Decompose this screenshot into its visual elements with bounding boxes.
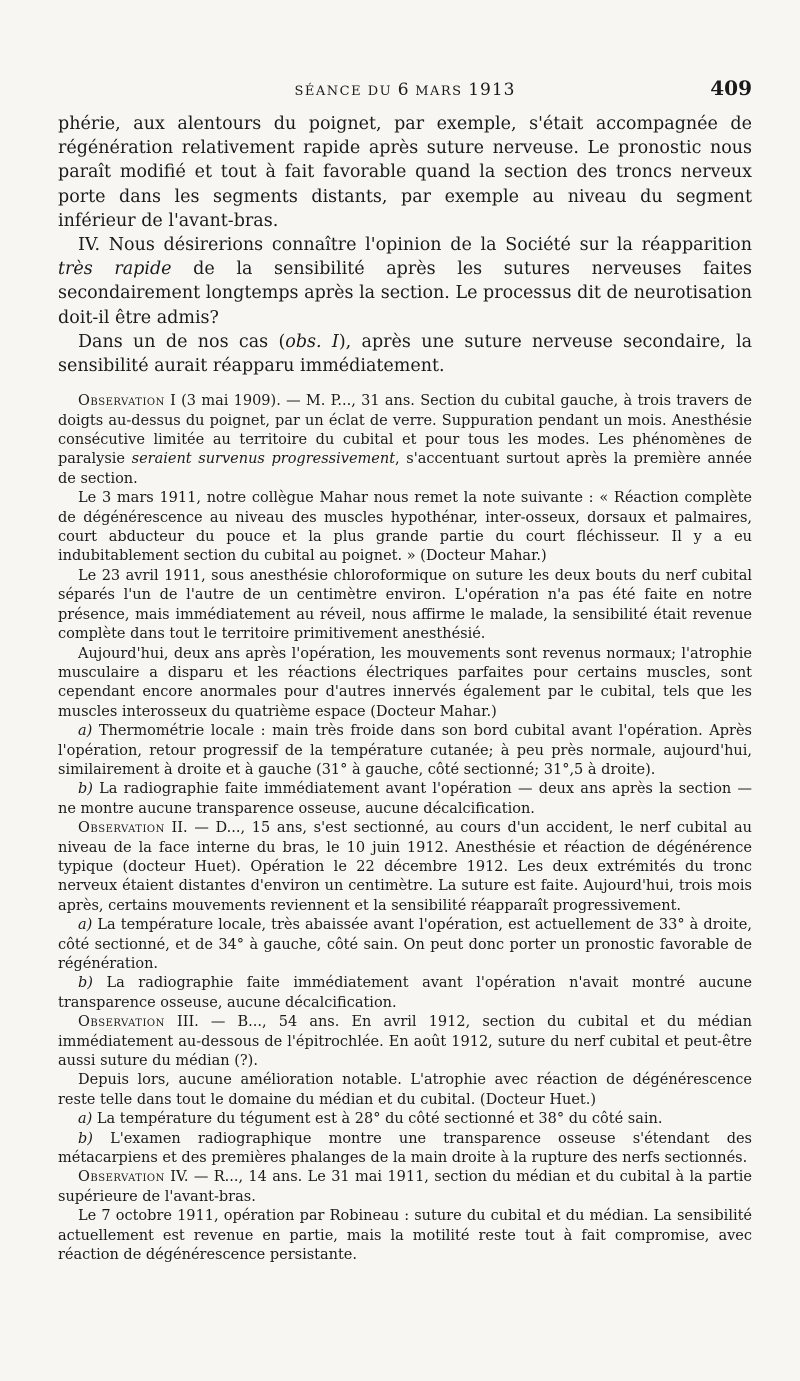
observations	[58, 392, 752, 1265]
item-marker: b)	[78, 1130, 93, 1147]
text-run: II. — D..., 15 ans, s'est sectionné, au cours d'un accident, le nerf cubital au niveau de la face interne du bras, le 10 juin 1912. Anesthésie et réaction de dégénérence typique (docteur Huet). Opération le 22 décembre 1912. Les deux extrémités du tronc nerveux étaient distantes d'environ un centimètre. La suture est faite. Aujourd'hui, trois mois après, certains mouvements reviennent et la sensibilité réapparaît progressivement.	[58, 820, 752, 914]
observation-label: Observation	[78, 820, 165, 837]
item-marker: b)	[78, 781, 93, 798]
paragraph-iv	[58, 233, 752, 330]
observation-label: Observation	[78, 1169, 165, 1186]
text-run: ), après une suture nerveuse secondaire, la sensibilité aurait réapparu immédiatement.	[58, 331, 752, 377]
text-run: , s'accentuant surtout après la première année de section.	[58, 451, 753, 487]
item-marker: a)	[78, 723, 93, 740]
text-run: I (3 mai 1909). — M. P..., 31 ans. Section du cubital gauche, à trois travers de doigts au-dessus du poignet, par un éclat de verre. Suppuration pendant un mois. Anesthésie consécutive limitée au territoire du cubital et pour tous les modes. Les phénomènes de paralysie	[58, 393, 752, 468]
item-marker: a)	[78, 917, 93, 934]
emphasis: très rapide	[58, 259, 172, 280]
title-prefix: SÉANCE DU	[294, 84, 398, 99]
obs4-operation: Le 7 octobre 1911, opération par Robineau : suture du cubital et du médian. La sensibilité actuellement est revenue en partie, mais la motilité reste tout à fait compromise, avec réaction de dégénérescence persistante.	[58, 1208, 752, 1264]
observation-4	[58, 1168, 752, 1207]
obs1-item-b	[58, 780, 752, 819]
emphasis: seraient survenus progressivement	[131, 451, 396, 468]
obs3-item-b	[58, 1130, 752, 1169]
observation-label: Observation	[78, 393, 165, 410]
title-month: MARS	[409, 84, 469, 99]
text-run: III. — B..., 54 ans. En avril 1912, section du cubital et du médian immédiatement au-dessous de l'épitrochlée. En août 1912, suture du nerf cubital et peut-être aussi suture du médian (?).	[58, 1014, 752, 1070]
running-title	[58, 80, 752, 100]
text-run: IV. — R..., 14 ans. Le 31 mai 1911, section du médian et du cubital à la partie supérieure de l'avant-bras.	[58, 1169, 752, 1205]
paragraph-case	[58, 330, 752, 378]
text-run: Dans un de nos cas (	[78, 331, 286, 352]
page-number: 409	[710, 76, 752, 100]
emphasis: obs. I	[285, 331, 339, 352]
observation-2	[58, 819, 752, 916]
item-marker: a)	[78, 1111, 93, 1128]
text-run: Thermométrie locale : main très froide dans son bord cubital avant l'opération. Après l'opération, retour progressif de la température cutanée; à peu près normale, aujourd'hui, similairement à droite et à gauche (31° à gauche, côté sectionné; 31°,5 à droite).	[58, 723, 752, 778]
obs2-item-a	[58, 916, 752, 974]
observation-1	[58, 392, 752, 489]
text-run: La radiographie faite immédiatement avant l'opération — deux ans après la section — ne montre aucune transparence osseuse, aucune décalcification.	[58, 781, 752, 817]
text-run: L'examen radiographique montre une transparence osseuse s'étendant des métacarpiens et des premières phalanges de la main droite à la rupture des nerfs sectionnés.	[58, 1130, 752, 1167]
obs1-today: Aujourd'hui, deux ans après l'opération, les mouvements sont revenus normaux; l'atrophie musculaire a disparu et les réactions électriques parfaites pour certains muscles, sont cependant encore anormales pour d'autres innervés également par le cubital, tels que les muscles interosseux du quatrième espace (Docteur Mahar.)	[58, 645, 752, 720]
text-run: La température locale, très abaissée avant l'opération, est actuellement de 33° à droite, côté sectionné, et de 34° à gauche, côté sain. On peut donc porter un pronostic favorable de régénération.	[58, 917, 752, 973]
page-body	[58, 112, 752, 1266]
main-text	[58, 112, 752, 378]
running-header	[58, 76, 752, 106]
text-run: de la sensibilité après les sutures nerveuses faites secondairement longtemps après la section. Le processus dit de neurotisation doit-il être admis?	[58, 259, 752, 328]
paragraph-intro: phérie, aux alentours du poignet, par exemple, s'était accompagnée de régénération relativement rapide après suture nerveuse. Le pronostic nous paraît modifié et tout à fait favorable quand la section des troncs nerveux porte dans les segments distants, par exemple au niveau du segment inférieur de l'avant-bras.	[58, 114, 752, 231]
item-marker: b)	[78, 975, 93, 992]
text-run: IV. Nous désirerions connaître l'opinion de la Société sur la réapparition	[78, 235, 752, 256]
observation-3	[58, 1013, 752, 1071]
obs3-followup: Depuis lors, aucune amélioration notable. L'atrophie avec réaction de dégénérescence reste telle dans tout le domaine du médian et du cubital. (Docteur Huet.)	[58, 1072, 752, 1108]
obs2-item-b	[58, 974, 752, 1013]
obs1-item-a	[58, 722, 752, 780]
title-year: 1913	[468, 80, 516, 100]
obs3-item-a	[58, 1110, 752, 1129]
text-run: La température du tégument est à 28° du côté sectionné et 38° du côté sain.	[92, 1111, 663, 1128]
obs1-note: Le 3 mars 1911, notre collègue Mahar nous remet la note suivante : « Réaction complète de dégénérescence au niveau des muscles hypothénar, inter-osseux, dorsaux et palmaires, court abducteur du pouce et la plus grande partie du court fléchisseur. Il y a eu indubitablement section du cubital au poignet. » (Docteur Mahar.)	[58, 490, 752, 565]
text-run: La radiographie faite immédiatement avant l'opération n'avait montré aucune transparence osseuse, aucune décalcification.	[58, 975, 752, 1011]
observation-label: Observation	[78, 1014, 165, 1031]
title-day: 6	[397, 80, 410, 100]
obs1-operation: Le 23 avril 1911, sous anesthésie chloroformique on suture les deux bouts du nerf cubital séparés l'un de l'autre de un centimètre environ. L'opération n'a pas été faite en notre présence, mais immédiatement au réveil, nous affirme le malade, la sensibilité était revenue complète dans tout le territoire primitivement anesthésié.	[58, 567, 752, 643]
